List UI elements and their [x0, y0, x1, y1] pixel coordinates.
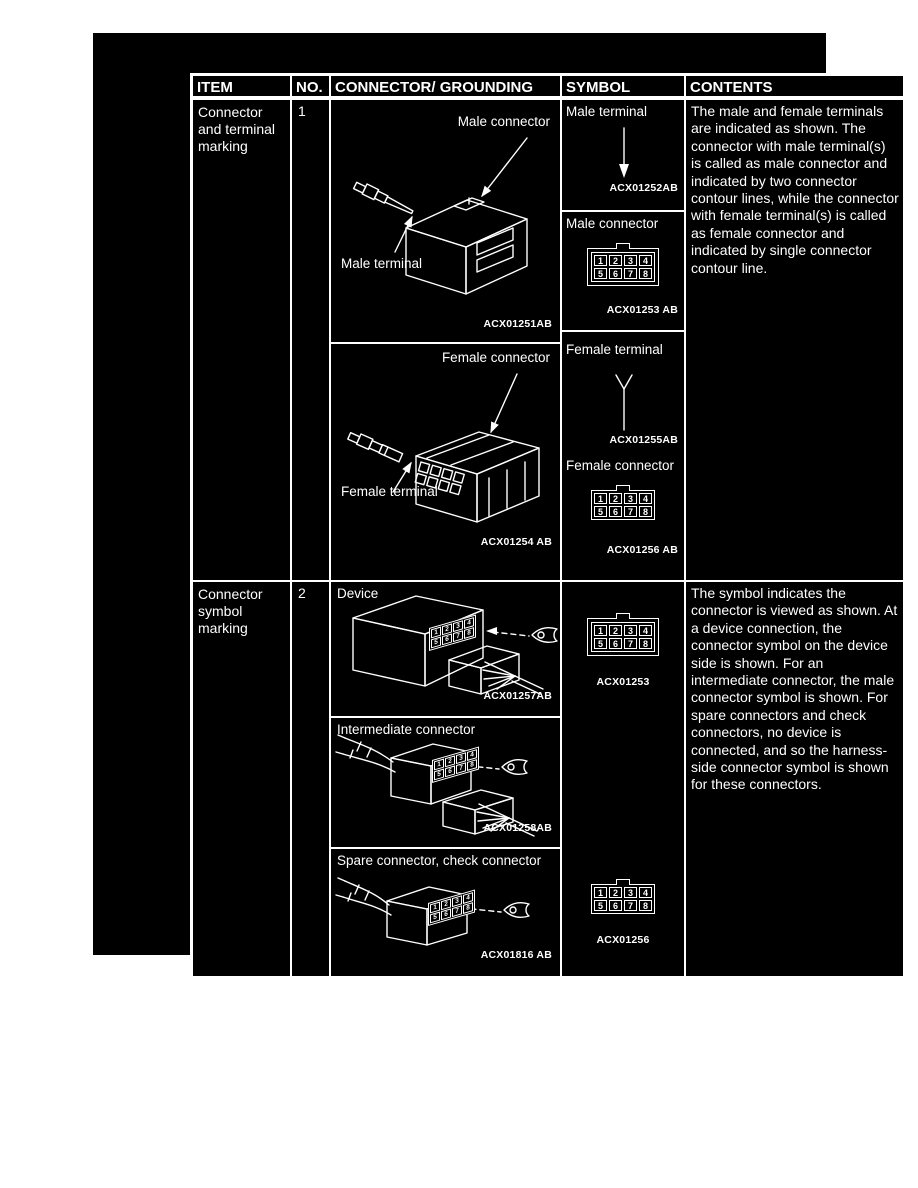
pin-cell: 8: [639, 900, 652, 911]
fork-arrow-icon: [612, 372, 636, 434]
eye-icon: [504, 903, 529, 918]
drawing-cell-male: [330, 99, 561, 343]
item-cell-row2: Connector symbol marking: [192, 581, 291, 977]
pin-cell: 4: [639, 255, 652, 266]
pin-cell: 2: [609, 255, 622, 266]
pin-cell: 7: [624, 268, 637, 279]
pin-cell: 8: [467, 759, 477, 771]
pin-cell: 5: [434, 769, 444, 781]
male-connector-symbol: [587, 618, 659, 656]
male-connector-drawing: [331, 100, 560, 342]
pin-grid: [591, 622, 655, 652]
pin-cell: 7: [452, 905, 462, 917]
pin-cell: 2: [441, 898, 451, 910]
harness-wires: [336, 735, 395, 772]
pin-cell: 5: [594, 638, 607, 649]
pin-cell: 1: [594, 255, 607, 266]
intermediate-connector-drawing: [331, 718, 560, 847]
pin-cell: 8: [464, 627, 474, 639]
drawing-cell-female: [330, 343, 561, 581]
pin-cell: 7: [453, 630, 463, 642]
female-connector-symbol: [591, 884, 655, 914]
spare-connector-drawing: [331, 849, 560, 976]
figure-code: ACX01254 AB: [480, 536, 552, 548]
female-terminal-label: Female terminal: [341, 484, 438, 499]
drawing-cell-spare: [330, 848, 561, 977]
pin-cell: 3: [456, 752, 466, 764]
pin-cell: 3: [453, 620, 463, 632]
figure-code: ACX01257AB: [483, 690, 552, 702]
female-connector-label: Female connector: [441, 350, 550, 365]
pin-cell: 6: [609, 638, 622, 649]
rear-connector: [449, 646, 543, 694]
eye-icon: [532, 628, 557, 643]
no-cell-row2: 2: [291, 581, 330, 977]
symbol-cell-female: [561, 331, 685, 581]
figure-code: ACX01256: [596, 934, 650, 946]
header-item: ITEM: [192, 75, 291, 99]
down-arrow-icon: [612, 124, 636, 180]
pin-cell: 2: [609, 625, 622, 636]
header-connector-grounding: CONNECTOR/ GROUNDING: [330, 75, 561, 99]
leader-female-connector: [491, 374, 517, 432]
harness-wires: [336, 878, 391, 915]
pin-cell: 2: [609, 493, 622, 504]
pin-cell: 7: [624, 638, 637, 649]
pin-cell: 1: [431, 627, 441, 639]
pin-cell: 4: [639, 887, 652, 898]
symbol-title: Female terminal: [566, 342, 663, 357]
contents-cell-row1: The male and female terminals are indicated as shown. The connector with male terminal(s) is called as male connector and indicated by two connector contour lines, while the connector with female terminal(s) is called as female connector and indicated by single connector contour line.: [685, 99, 904, 581]
no-cell-row1: 1: [291, 99, 330, 581]
pin-cell: 1: [594, 625, 607, 636]
pin-cell: 5: [594, 506, 607, 517]
pin-cell: 8: [639, 638, 652, 649]
female-terminal-art: [347, 430, 403, 463]
figure-code: ACX01256 AB: [606, 544, 678, 556]
pin-cell: 7: [624, 506, 637, 517]
pin-grid: [591, 252, 655, 282]
pin-cell: 3: [624, 887, 637, 898]
pin-cell: 4: [464, 617, 474, 629]
pin-cell: 5: [594, 268, 607, 279]
pin-cell: 3: [624, 255, 637, 266]
pin-cell: 7: [624, 900, 637, 911]
pin-cell: 4: [467, 749, 477, 761]
pin-cell: 5: [431, 637, 441, 649]
pin-cell: 6: [609, 268, 622, 279]
intermediate-connector-label: Intermediate connector: [337, 722, 476, 737]
drawing-cell-device: [330, 581, 561, 717]
pin-cell: 2: [442, 623, 452, 635]
device-label: Device: [337, 586, 379, 601]
pin-cell: 6: [442, 633, 452, 645]
symbol-title: Male terminal: [566, 104, 648, 119]
pin-cell: 4: [463, 892, 473, 904]
figure-code: ACX01258AB: [483, 822, 552, 834]
header-no: NO.: [291, 75, 330, 99]
symbol-cell-row2: [561, 581, 685, 977]
male-connector-art: [331, 100, 562, 344]
pin-cell: 3: [624, 493, 637, 504]
pin-cell: 4: [639, 625, 652, 636]
pin-cell: 8: [639, 506, 652, 517]
figure-code: ACX01251AB: [483, 318, 552, 330]
female-connector-housing: [415, 432, 539, 522]
header-symbol: SYMBOL: [561, 75, 685, 99]
symbol-title: Female connector: [566, 458, 675, 473]
male-terminal-label: Male terminal: [341, 256, 423, 271]
spare-connector-label: Spare connector, check connector: [337, 853, 542, 868]
pin-cell: 4: [639, 493, 652, 504]
female-connector-symbol: [591, 490, 655, 520]
pin-cell: 1: [594, 887, 607, 898]
pin-cell: 8: [639, 268, 652, 279]
figure-code: ACX01252AB: [609, 182, 678, 194]
pin-cell: 6: [609, 506, 622, 517]
pin-cell: 1: [430, 902, 440, 914]
pin-cell: 3: [452, 895, 462, 907]
header-contents: CONTENTS: [685, 75, 904, 99]
male-connector-symbol: [587, 248, 659, 286]
legend-table: [190, 73, 906, 979]
pin-cell: 2: [609, 887, 622, 898]
pin-cell: 5: [594, 900, 607, 911]
pin-cell: 6: [445, 765, 455, 777]
leader-male-connector: [482, 138, 527, 196]
item-cell-row1: Connector and terminal marking: [192, 99, 291, 581]
male-connector-housing: [406, 198, 527, 294]
pin-cell: 1: [594, 493, 607, 504]
symbol-title: Male connector: [566, 216, 659, 231]
pin-cell: 2: [445, 755, 455, 767]
male-connector-label: Male connector: [457, 114, 550, 129]
pin-cell: 6: [609, 900, 622, 911]
contents-cell-row2: The symbol indicates the connector is viewed as shown. At a device connection, the connector symbol on the device side is shown. For an intermediate connector, the male connector symbol is shown. For spare connectors and check connectors, no device is connected, and so the harness-side connector symbol is shown for these connectors.: [685, 581, 904, 977]
female-connector-drawing: [331, 344, 560, 580]
figure-code: ACX01255AB: [609, 434, 678, 446]
device-drawing: [331, 582, 560, 716]
pin-cell: 1: [434, 759, 444, 771]
figure-code: ACX01253: [596, 676, 650, 688]
drawing-cell-intermediate: [330, 717, 561, 848]
male-terminal-art: [353, 180, 414, 218]
pin-cell: 7: [456, 762, 466, 774]
symbol-cell-male-connector: [561, 211, 685, 331]
pin-cell: 3: [624, 625, 637, 636]
pin-cell: 5: [430, 912, 440, 924]
figure-code: ACX01816 AB: [480, 949, 552, 961]
table-background: [93, 33, 899, 961]
view-direction-arrow: [493, 632, 529, 636]
leader-male-terminal: [395, 217, 412, 252]
eye-icon: [502, 760, 527, 775]
symbol-cell-male-terminal: [561, 99, 685, 211]
pin-cell: 8: [463, 902, 473, 914]
figure-code: ACX01253 AB: [606, 304, 678, 316]
pin-cell: 6: [441, 908, 451, 920]
